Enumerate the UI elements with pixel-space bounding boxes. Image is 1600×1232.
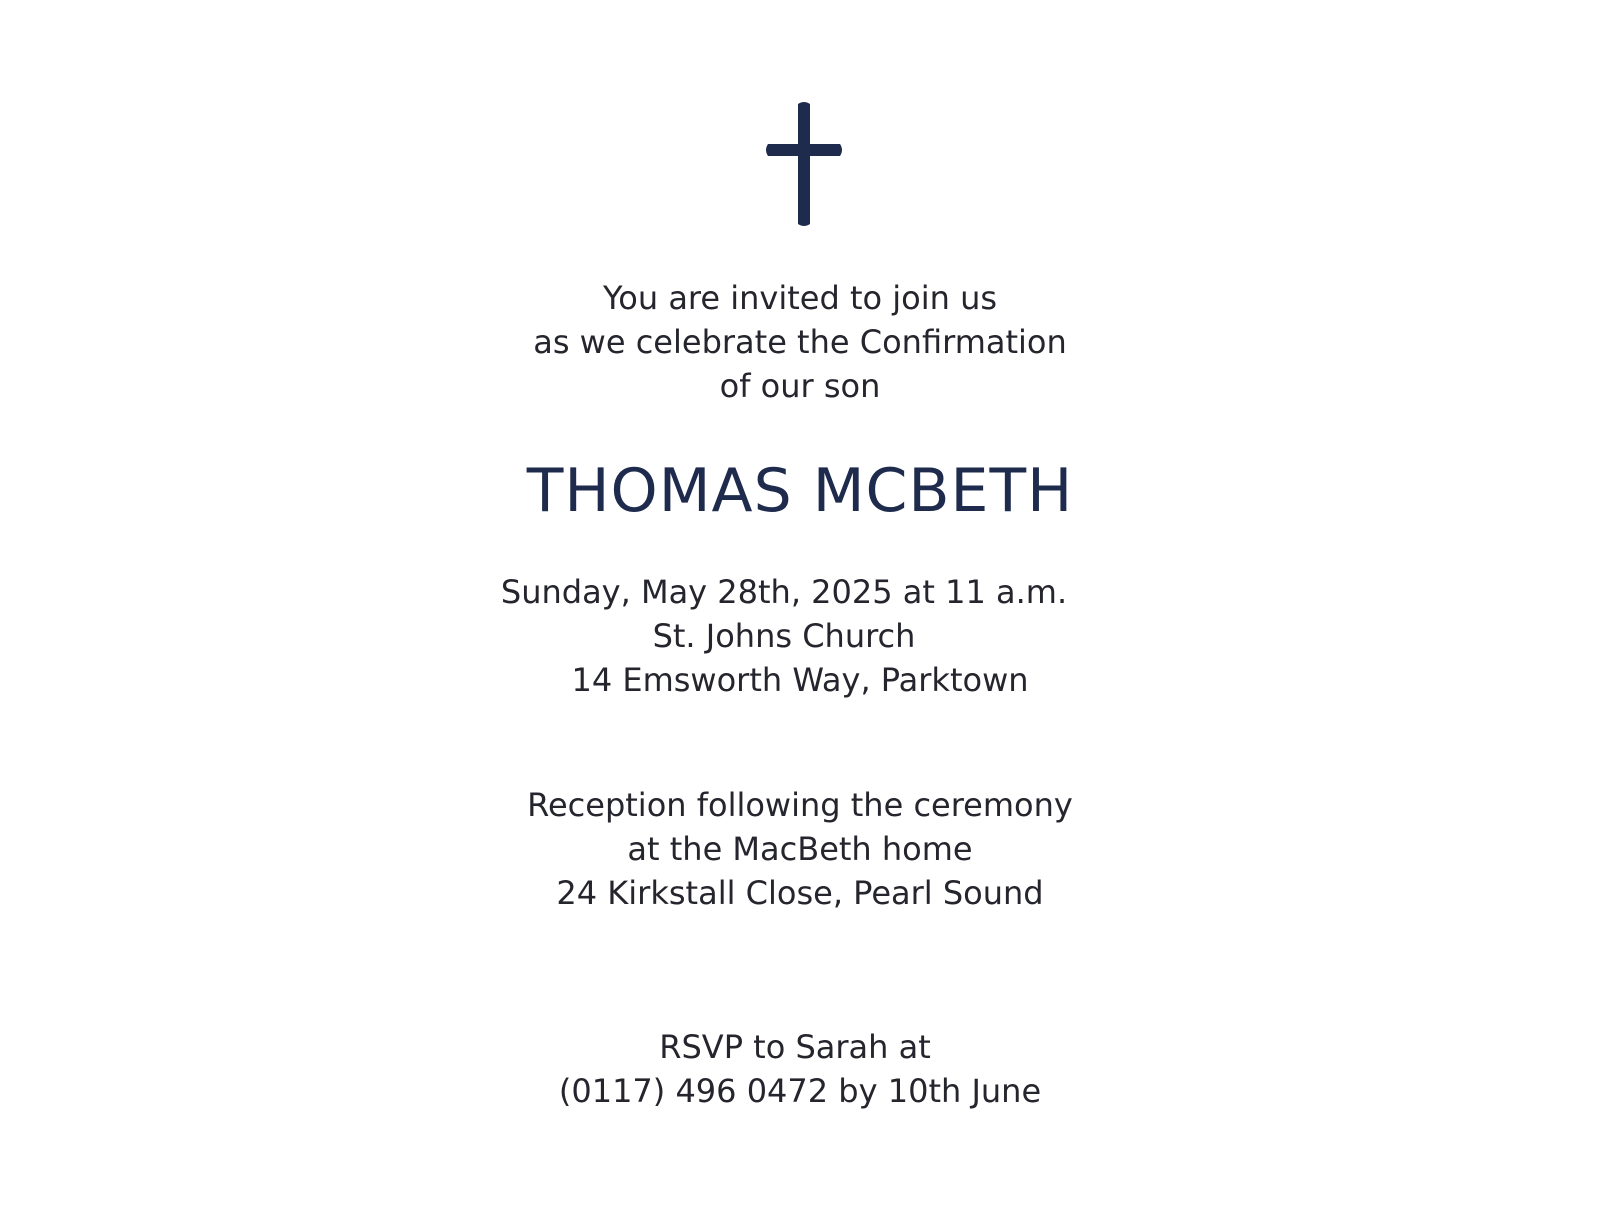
rsvp-details [0,1025,1600,1113]
invitation-line: of our son [719,367,881,405]
reception-line: at the MacBeth home [627,830,973,868]
ceremony-details [0,570,1600,702]
reception-address: 24 Kirkstall Close, Pearl Sound [556,874,1044,912]
rsvp-line: RSVP to Sarah at [659,1028,931,1066]
ceremony-datetime: Sunday, May 28th, 2025 at 11 a.m. [500,573,1068,611]
reception-line: Reception following the ceremony [527,786,1073,824]
ceremony-venue: St. Johns Church [652,617,916,655]
honoree-name: THOMAS MCBETH [526,456,1074,526]
rsvp-phone: (0117) 496 0472 by 10th June [558,1072,1042,1110]
reception-details [0,783,1600,915]
invitation-line: You are invited to join us [602,279,998,317]
ceremony-address: 14 Emsworth Way, Parktown [571,661,1029,699]
invitation-text [0,276,1600,408]
invitation-line: as we celebrate the Confirmation [533,323,1067,361]
cross-icon [764,100,844,230]
